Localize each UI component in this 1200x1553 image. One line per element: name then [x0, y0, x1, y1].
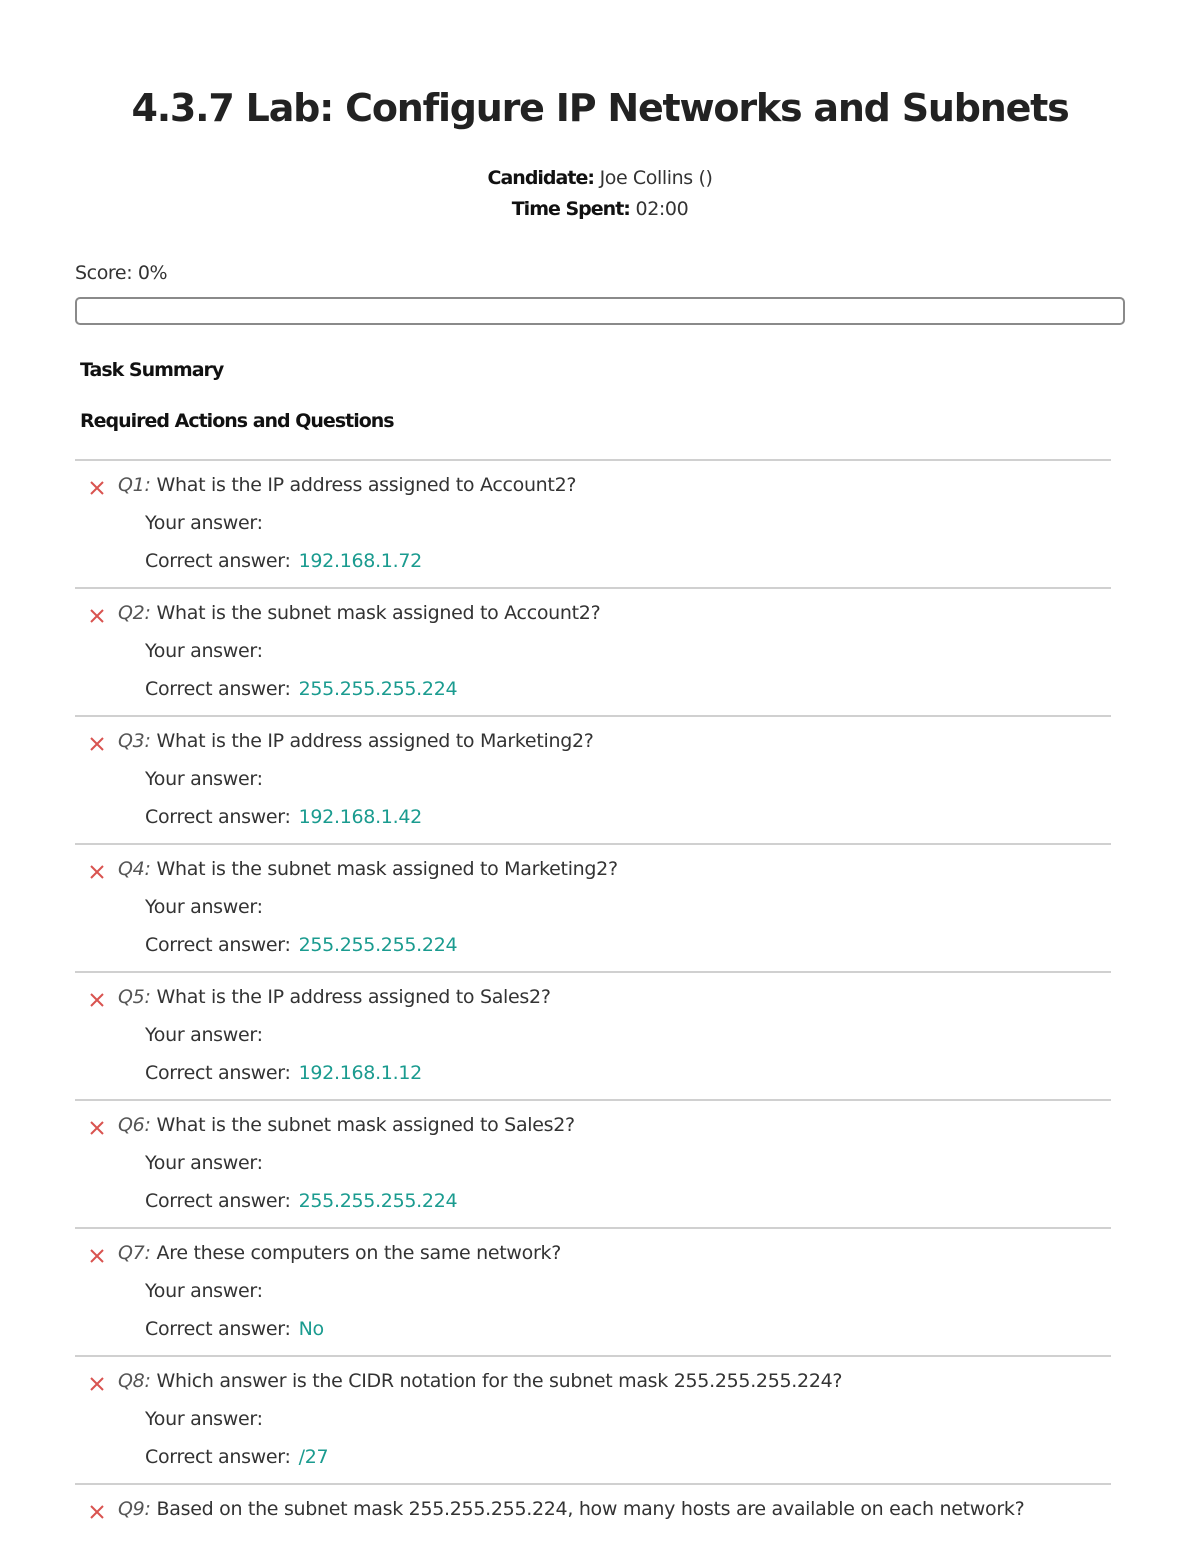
correct-answer-row [145, 550, 422, 572]
your-answer-label: Your answer: [145, 1408, 263, 1430]
question-line [118, 474, 576, 496]
question-id: Q2: [118, 602, 151, 624]
x-icon [88, 863, 106, 881]
question-list [75, 459, 1111, 1545]
x-icon [88, 735, 106, 753]
your-answer-label: Your answer: [145, 1280, 263, 1302]
question-item-4 [75, 843, 1111, 971]
question-line [118, 986, 551, 1008]
question-id: Q4: [118, 858, 151, 880]
correct-answer-value: /27 [298, 1446, 329, 1468]
question-line [118, 1114, 575, 1136]
correct-answer-value: No [298, 1318, 324, 1340]
question-id: Q3: [118, 730, 151, 752]
question-line [118, 1498, 1024, 1520]
task-summary-heading: Task Summary [80, 359, 224, 381]
time-spent-value: 02:00 [635, 198, 689, 220]
correct-answer-label: Correct answer: [145, 806, 291, 828]
correct-answer-label: Correct answer: [145, 1190, 291, 1212]
question-text: What is the subnet mask assigned to Marketing2? [156, 858, 618, 880]
your-answer-label: Your answer: [145, 1152, 263, 1174]
question-id: Q7: [118, 1242, 151, 1264]
your-answer-row [145, 1408, 263, 1430]
question-item-6 [75, 1099, 1111, 1227]
question-line [118, 602, 600, 624]
question-item-3 [75, 715, 1111, 843]
question-id: Q5: [118, 986, 151, 1008]
correct-answer-value: 192.168.1.12 [298, 1062, 422, 1084]
correct-answer-row [145, 934, 457, 956]
x-icon [88, 1247, 106, 1265]
time-spent-line [0, 198, 1200, 220]
question-line [118, 858, 618, 880]
question-item-5 [75, 971, 1111, 1099]
question-text: Based on the subnet mask 255.255.255.224, how many hosts are available on each network? [156, 1498, 1025, 1520]
correct-answer-value: 255.255.255.224 [298, 678, 458, 700]
question-line [118, 1370, 842, 1392]
x-icon [88, 1503, 106, 1521]
your-answer-row [145, 768, 263, 790]
x-icon [88, 479, 106, 497]
question-text: What is the subnet mask assigned to Account2? [156, 602, 601, 624]
time-spent-label: Time Spent: [511, 198, 630, 220]
your-answer-row [145, 640, 263, 662]
your-answer-row [145, 1280, 263, 1302]
correct-answer-row [145, 1446, 328, 1468]
question-item-7 [75, 1227, 1111, 1355]
your-answer-label: Your answer: [145, 896, 263, 918]
candidate-line [0, 167, 1200, 189]
correct-answer-label: Correct answer: [145, 934, 291, 956]
your-answer-label: Your answer: [145, 1024, 263, 1046]
x-icon [88, 607, 106, 625]
your-answer-row [145, 896, 263, 918]
question-id: Q9: [118, 1498, 151, 1520]
score-progress-bar [75, 297, 1125, 325]
question-item-1 [75, 459, 1111, 587]
correct-answer-value: 192.168.1.42 [298, 806, 422, 828]
correct-answer-row [145, 1062, 422, 1084]
correct-answer-value: 192.168.1.72 [298, 550, 422, 572]
your-answer-row [145, 1024, 263, 1046]
correct-answer-value: 255.255.255.224 [298, 934, 458, 956]
page-title: 4.3.7 Lab: Configure IP Networks and Subnets [131, 86, 1069, 130]
correct-answer-value: 255.255.255.224 [298, 1190, 458, 1212]
your-answer-row [145, 512, 263, 534]
correct-answer-row [145, 1318, 324, 1340]
correct-answer-label: Correct answer: [145, 1062, 291, 1084]
candidate-label: Candidate: [487, 167, 594, 189]
x-icon [88, 991, 106, 1009]
required-actions-heading: Required Actions and Questions [80, 410, 394, 432]
correct-answer-row [145, 1190, 457, 1212]
correct-answer-row [145, 678, 457, 700]
your-answer-label: Your answer: [145, 768, 263, 790]
correct-answer-label: Correct answer: [145, 550, 291, 572]
question-item-2 [75, 587, 1111, 715]
score-label: Score: 0% [75, 262, 168, 284]
question-line [118, 730, 594, 752]
x-icon [88, 1375, 106, 1393]
question-text: What is the IP address assigned to Marketing2? [156, 730, 594, 752]
your-answer-label: Your answer: [145, 640, 263, 662]
question-text: What is the subnet mask assigned to Sales2? [156, 1114, 575, 1136]
question-id: Q6: [118, 1114, 151, 1136]
correct-answer-label: Correct answer: [145, 1446, 291, 1468]
question-id: Q8: [118, 1370, 151, 1392]
question-text: Which answer is the CIDR notation for the subnet mask 255.255.255.224? [156, 1370, 843, 1392]
question-text: Are these computers on the same network? [156, 1242, 561, 1264]
your-answer-label: Your answer: [145, 512, 263, 534]
correct-answer-label: Correct answer: [145, 678, 291, 700]
question-item-8 [75, 1355, 1111, 1483]
question-line [118, 1242, 561, 1264]
question-text: What is the IP address assigned to Sales2? [156, 986, 551, 1008]
your-answer-row [145, 1152, 263, 1174]
correct-answer-row [145, 806, 422, 828]
candidate-value: Joe Collins () [599, 167, 713, 189]
x-icon [88, 1119, 106, 1137]
question-id: Q1: [118, 474, 151, 496]
question-text: What is the IP address assigned to Account2? [156, 474, 577, 496]
correct-answer-label: Correct answer: [145, 1318, 291, 1340]
question-item-9 [75, 1483, 1111, 1545]
